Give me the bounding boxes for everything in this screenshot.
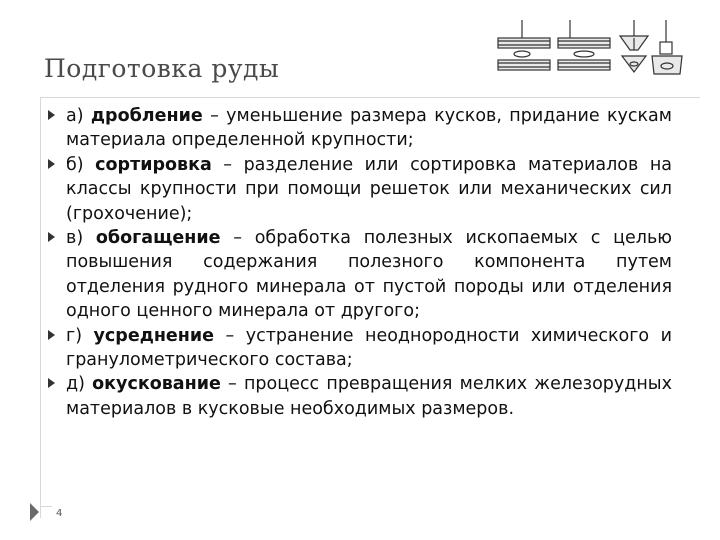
bullet-arrow-icon <box>48 232 55 242</box>
ore-processing-diagram-icon <box>492 16 684 84</box>
list-item <box>48 104 672 153</box>
item-text: – процесс превращения мелких железорудных материалов в кусковые необходимых размеров. <box>66 374 672 419</box>
page-number: 4 <box>56 508 63 519</box>
bullet-arrow-icon <box>48 330 55 340</box>
bullet-arrow-icon <box>48 110 55 120</box>
item-text: – обработка полезных ископаемых с целью повышения содержания полезного компонента путем отделения рудного минерала от пустой породы или отделения одного ценного минерала от другого; <box>66 228 672 322</box>
bullet-list <box>48 104 672 421</box>
left-border-line <box>40 98 41 518</box>
item-term: усреднение <box>93 325 215 346</box>
list-item <box>48 372 672 421</box>
list-item <box>48 153 672 226</box>
item-text: – разделение или сортировка материалов на классы крупности при помощи решеток или механических сил (грохочение); <box>66 154 672 224</box>
item-prefix: в) <box>66 228 96 249</box>
item-term: обогащение <box>95 228 221 249</box>
item-prefix: а) <box>66 106 91 126</box>
bottom-border-line <box>40 506 52 507</box>
item-prefix: г) <box>66 325 94 346</box>
title-divider <box>40 97 700 98</box>
bullet-arrow-icon <box>48 159 55 169</box>
bullet-arrow-icon <box>48 378 55 388</box>
item-text: – уменьшение размера кусков, придание кускам материала определенной крупности; <box>66 106 672 151</box>
list-item <box>48 226 672 324</box>
item-term: сортировка <box>95 154 212 175</box>
list-item <box>48 324 672 373</box>
slide-title: Подготовка руды <box>44 54 280 83</box>
item-text: – устранение неоднородности химического и гранулометрического состава; <box>66 325 672 371</box>
page-marker-icon <box>30 503 39 521</box>
item-term: окускование <box>92 374 221 395</box>
item-term: дробление <box>90 106 203 126</box>
item-prefix: д) <box>66 374 93 395</box>
item-prefix: б) <box>66 154 96 175</box>
